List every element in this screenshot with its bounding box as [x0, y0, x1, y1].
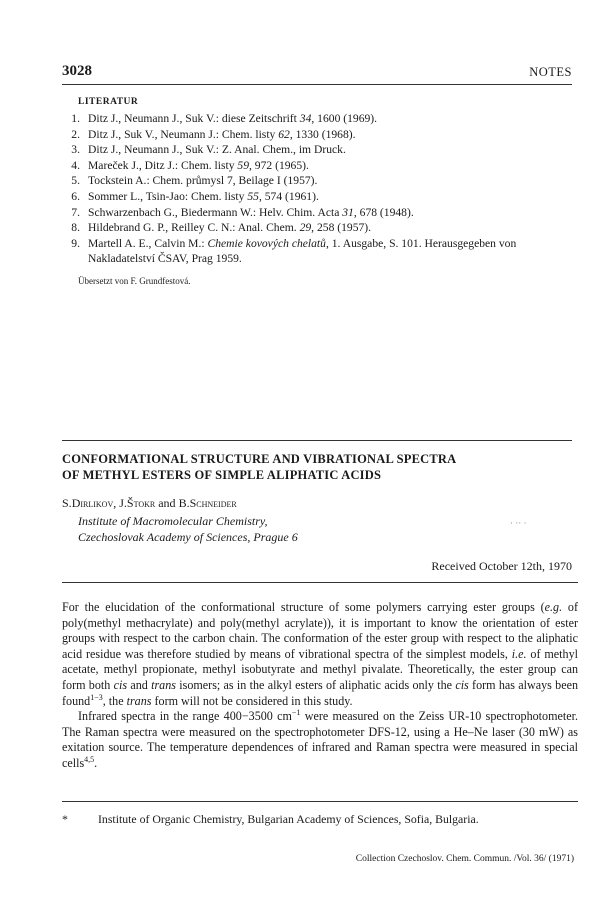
text-run: form will not be considered in this study.: [151, 693, 353, 708]
reference-number: 8.: [71, 221, 80, 235]
reference-item: [62, 111, 578, 127]
author: B.Schneider: [178, 496, 237, 510]
reference-number: 7.: [71, 205, 80, 219]
text-run: Ditz J., Neumann J., Suk V.: Z. Anal. Chem., im Druck.: [88, 143, 346, 157]
italic-text: 55: [247, 189, 259, 203]
reference-item: [62, 142, 578, 158]
text-run: and: [127, 677, 152, 692]
text-run: Sommer L., Tsin-Jao: Chem. listy: [88, 189, 248, 203]
article-title: [62, 451, 572, 483]
italic-text: i.e.: [511, 646, 527, 661]
italic-text: 34: [299, 112, 312, 125]
italic-text: Chemie kovových chelatů: [207, 236, 326, 250]
text-run: Schwarzenbach G., Biedermann W.: Helv. Chim. Acta: [88, 205, 343, 219]
italic-text: trans: [126, 693, 152, 708]
affiliation-line: Czechoslovak Academy of Sciences, Prague 6: [78, 530, 298, 544]
footnote-marker: *: [62, 812, 68, 826]
text-run: , 1. Ausgabe, S. 101. Herausgegeben von Nakladatelství ČSAV, Prag 1959.: [88, 236, 517, 266]
reference-list: [62, 111, 578, 267]
title-line: OF METHYL ESTERS OF SIMPLE ALIPHATIC ACIDS: [62, 468, 382, 482]
italic-text: 31: [342, 205, 354, 219]
literatur-heading: LITERATUR: [78, 97, 139, 107]
footnote-rule: [62, 801, 578, 802]
text-run: of poly(methyl methacrylate) and poly(methyl acrylate)), it is important to know the orientation of ester groups with respect to the carbon chain. The conformation of the ester group with respect to the aliphatic acid residue was therefore studied by means of vibrational spectra of the simplest models,: [62, 600, 578, 661]
text-run: were measured on the Zeiss UR-10 spectrophotometer. The Raman spectra were measured on the spectrophotometer DFS-12, using a He–Ne laser (30 mW) as exitation source. The temperature dependences of infrared and Raman spectra were measured in special cells: [62, 709, 578, 770]
reference-item: [62, 205, 578, 221]
text-run: , 258 (1957).: [311, 221, 372, 235]
affiliation: [78, 513, 298, 545]
scan-specks: · ·· ·: [510, 518, 527, 528]
author-separator: ,: [113, 496, 120, 510]
running-header: [62, 63, 572, 85]
reference-number: 9.: [71, 236, 80, 250]
author: S.Dirlikov: [62, 496, 114, 510]
italic-text: 59: [237, 158, 249, 172]
text-run: Tockstein A.: Chem. průmysl 7, Beilage I (1957).: [88, 174, 318, 188]
italic-text: e.g.: [544, 600, 563, 614]
received-date: Received October 12th, 1970: [431, 559, 572, 573]
title-line: CONFORMATIONAL STRUCTURE AND VIBRATIONAL SPECTRA: [62, 452, 457, 466]
reference-number: 2.: [71, 127, 80, 141]
article-body: [62, 600, 578, 772]
section-label: NOTES: [529, 65, 572, 79]
reference-item: [62, 236, 578, 267]
reference-number: 5.: [71, 174, 80, 188]
reference-item: [62, 220, 578, 236]
italic-text: cis: [113, 677, 128, 692]
reference-number: 6.: [71, 189, 80, 203]
text-run: of methyl acetate, methyl propionate, methyl isobutyrate and methyl pivalate. Theoretically, the ester group can form both: [62, 646, 578, 692]
journal-citation: Collection Czechoslov. Chem. Commun. /Vol. 36/ (1971): [355, 854, 574, 864]
received-rule: [62, 582, 578, 583]
reference-number: 1.: [71, 112, 80, 125]
text-run: form has always been found: [62, 677, 578, 708]
reference-item: [62, 158, 578, 174]
header-rule: [62, 84, 572, 85]
reference-item: [62, 189, 578, 205]
text-run: , 574 (1961).: [258, 189, 319, 203]
italic-text: cis: [455, 677, 469, 692]
reference-number: 3.: [71, 143, 80, 157]
text-run: Infrared spectra in the range 400−3500 cm: [78, 709, 292, 724]
body-paragraph: [62, 709, 578, 771]
text-run: , 972 (1965).: [249, 158, 309, 172]
text-run: .: [94, 755, 98, 770]
article-top-rule: [62, 440, 572, 441]
italic-text: trans: [151, 677, 176, 692]
text-run: Mareček J., Ditz J.: Chem. listy: [88, 158, 238, 172]
translator-note: Übersetzt von F. Grundfestová.: [78, 276, 191, 286]
footnote-text: Institute of Organic Chemistry, Bulgarian Academy of Sciences, Sofia, Bulgaria.: [98, 812, 479, 826]
author-separator: and: [155, 496, 179, 510]
affiliation-line: Institute of Macromolecular Chemistry,: [78, 514, 268, 528]
body-paragraph: [62, 600, 578, 709]
page-number: 3028: [62, 63, 92, 79]
text-run: , 1330 (1968).: [289, 127, 356, 141]
text-run: Martell A. E., Calvin M.:: [88, 236, 208, 250]
text-run: Ditz J., Suk V., Neumann J.: Chem. listy: [88, 127, 279, 141]
text-run: , the: [102, 693, 127, 708]
author-line: [62, 496, 237, 511]
text-run: isomers; as in the alkyl esters of aliphatic acids only the: [175, 677, 456, 692]
author: J.Štokr: [119, 496, 156, 510]
italic-text: 62: [278, 127, 290, 141]
superscript: −1: [291, 708, 301, 718]
text-run: , 1600 (1969).: [311, 112, 378, 125]
italic-text: 29: [299, 221, 312, 235]
text-run: , 678 (1948).: [353, 205, 414, 219]
text-run: Hildebrand G. P., Reilley C. N.: Anal. Chem.: [88, 221, 300, 235]
superscript: 1−3: [90, 692, 103, 702]
reference-item: [62, 173, 578, 189]
reference-item: [62, 127, 578, 143]
reference-number: 4.: [71, 158, 80, 172]
text-run: For the elucidation of the conformational structure of some polymers carrying ester groups (: [62, 600, 545, 614]
text-run: Ditz J., Neumann J., Suk V.: diese Zeitschrift: [88, 112, 300, 125]
superscript: 4,5: [84, 754, 95, 764]
